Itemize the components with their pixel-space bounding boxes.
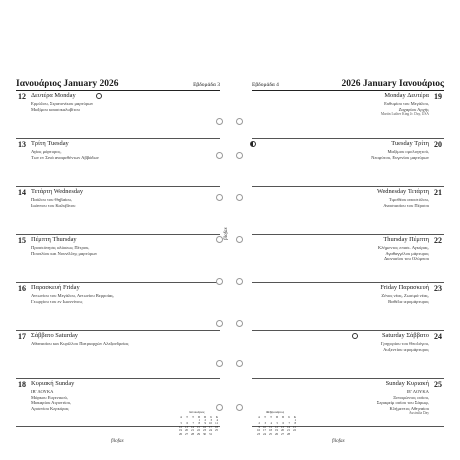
saint-note: Αγαθαγγέλου μάρτυρος xyxy=(385,250,429,256)
calendar-cell: 26 xyxy=(179,431,182,436)
day-name: Sunday Κυριακή xyxy=(385,380,429,387)
calendar-cell: 11 xyxy=(215,421,218,426)
day-number: 19 xyxy=(434,92,442,101)
binder-hole xyxy=(216,194,223,201)
calendar-cell: 15 xyxy=(197,424,200,429)
binder-hole xyxy=(216,152,223,159)
calendar-cell: 16 xyxy=(203,424,206,429)
calendar-cell: 29 xyxy=(197,431,200,436)
day-row[interactable] xyxy=(16,234,220,283)
day-name: Monday Δευτέρα xyxy=(384,92,429,99)
binder-hole xyxy=(216,278,223,285)
saint-note: Κλήμεντος Αθηναίου xyxy=(389,405,429,411)
saint-note: Προσκύνησις αλύσεως Πέτρου, xyxy=(31,245,90,250)
calendar-cell: 26 xyxy=(275,431,278,436)
day-row[interactable] xyxy=(252,282,444,331)
mini-calendar-february: Φεβρουάριος Δ Τ Τ Π Π Σ Κ 1 2 3 4 5 6 7 8 9 10 11 12 13 14 15 16 17 18 19 20 21 22 23 24 25 26 27 28 xyxy=(254,411,296,436)
right-header xyxy=(252,76,444,91)
saint-note: Διονυσίου του Ολύμπου xyxy=(384,256,429,262)
filofax-spine-logo: filofax xyxy=(224,227,229,240)
calendar-cell: 13 xyxy=(185,424,188,429)
binder-hole xyxy=(216,320,223,327)
binder-hole xyxy=(236,152,243,159)
calendar-cell: Δ xyxy=(258,414,260,419)
day-name: Tuesday Τρίτη xyxy=(391,140,429,147)
calendar-cell: Τ xyxy=(186,414,188,419)
day-number: 17 xyxy=(18,332,26,341)
calendar-cell: 2 xyxy=(204,417,206,422)
saint-note: ΙΕ' ΛΟΥΚΑ xyxy=(406,389,429,394)
day-name: Τετάρτη Wednesday xyxy=(31,188,84,195)
saint-note: Αντωνίου του Μεγάλου, Αντωνίου Βερροίας, xyxy=(31,293,115,298)
calendar-cell: 22 xyxy=(293,428,296,433)
calendar-cell xyxy=(212,433,218,436)
calendar-cell: 14 xyxy=(287,424,290,429)
saint-note: Ερμύλου, Στρατονίκου μαρτύρων xyxy=(31,101,94,106)
binder-hole xyxy=(236,320,243,327)
day-number: 24 xyxy=(434,332,442,341)
day-name: Wednesday Τετάρτη xyxy=(376,188,429,195)
calendar-cell: 7 xyxy=(192,421,194,426)
calendar-cell: 25 xyxy=(215,428,218,433)
calendar-cell: 3 xyxy=(264,421,266,426)
left-header xyxy=(16,76,220,91)
calendar-cell: 13 xyxy=(281,424,284,429)
calendar-cell: 24 xyxy=(209,428,212,433)
calendar-cell: 15 xyxy=(293,424,296,429)
calendar-cell: 28 xyxy=(191,431,194,436)
saint-note: Αρσενίου Κερκύρας xyxy=(31,405,69,411)
calendar-cell: 24 xyxy=(263,431,266,436)
binder-hole xyxy=(236,194,243,201)
binder-hole xyxy=(236,404,243,411)
calendar-cell: 12 xyxy=(179,424,182,429)
binder-hole xyxy=(216,360,223,367)
binder-hole xyxy=(236,360,243,367)
calendar-cell: 4 xyxy=(216,417,218,422)
day-number: 16 xyxy=(18,284,26,293)
calendar-cell: Κ xyxy=(215,414,218,419)
day-number: 14 xyxy=(18,188,26,197)
calendar-cell: 10 xyxy=(209,421,212,426)
calendar-cell: 4 xyxy=(270,421,272,426)
calendar-cell: 8 xyxy=(294,421,296,426)
right-title: 2026 January Ιανουάριος xyxy=(341,79,444,89)
filofax-logo: filofax xyxy=(111,439,124,444)
day-row[interactable] xyxy=(252,90,444,139)
calendar-cell: 25 xyxy=(269,431,272,436)
day-name: Δευτέρα Monday xyxy=(31,92,76,99)
binder-hole xyxy=(216,236,223,243)
calendar-cell: Π xyxy=(275,414,278,419)
saint-note: Ιωάννου του Καλυβίτου xyxy=(31,202,76,208)
saint-note: Γρηγορίου του Θεολόγου, xyxy=(380,341,429,346)
calendar-cell: Δ xyxy=(180,414,182,419)
right-week-number: Εβδομάδα 4 xyxy=(252,82,279,88)
calendar-cell: 27 xyxy=(281,431,284,436)
day-number: 22 xyxy=(434,236,442,245)
day-number: 25 xyxy=(434,380,442,389)
left-title: Ιανουάριος January 2026 xyxy=(16,79,119,89)
calendar-cell: Σ xyxy=(210,414,212,419)
calendar-cell: 16 xyxy=(257,428,260,433)
day-name: Saturday Σάββατο xyxy=(382,332,429,339)
binder-hole xyxy=(216,118,223,125)
moon-phase-icon xyxy=(96,93,102,99)
day-row[interactable] xyxy=(252,330,444,379)
day-row[interactable] xyxy=(16,138,220,187)
calendar-cell: 1 xyxy=(198,417,200,422)
calendar-cell: 5 xyxy=(180,421,182,426)
calendar-cell: 14 xyxy=(191,424,194,429)
holiday-note: Martin Luther King Jr. Day, USA xyxy=(380,112,429,117)
calendar-cell: 19 xyxy=(275,428,278,433)
left-week-number: Εβδομάδα 3 xyxy=(193,82,220,88)
saint-note: Μάρκου Ευγενικού, xyxy=(31,394,68,400)
calendar-cell: 23 xyxy=(203,428,206,433)
filofax-logo: filofax xyxy=(332,439,345,444)
binder-hole xyxy=(236,278,243,285)
calendar-cell: 7 xyxy=(288,421,290,426)
day-number: 20 xyxy=(434,140,442,149)
saint-note: Ζαχαρίου Αρχής xyxy=(398,106,429,112)
calendar-cell: 30 xyxy=(203,431,206,436)
saint-note: Ζένας νέας, Ζωσιμά νέας, xyxy=(381,293,429,298)
day-name: Τρίτη Tuesday xyxy=(31,140,69,147)
calendar-cell: Π xyxy=(281,414,284,419)
day-number: 18 xyxy=(18,380,26,389)
calendar-cell: Τ xyxy=(264,414,266,419)
saint-note: Γεωργίου του εν Ιωαννίνοις xyxy=(31,298,83,304)
calendar-cell: 12 xyxy=(275,424,278,429)
half-moon-icon xyxy=(250,141,256,147)
calendar-cell: 11 xyxy=(269,424,272,429)
day-row[interactable] xyxy=(252,138,444,187)
calendar-cell: 9 xyxy=(204,421,206,426)
day-name: Σάββατο Saturday xyxy=(31,332,78,339)
holiday-note: Australia Day xyxy=(408,411,429,416)
day-row[interactable] xyxy=(16,186,220,235)
saint-note: Μαξίμου καυσοκαλυβίτου xyxy=(31,106,80,112)
day-row[interactable] xyxy=(16,330,220,379)
saint-note: Πουπλίου και Νουνίλλης μαρτύρων xyxy=(31,250,98,256)
saint-note: Αναστασίου του Πέρσου xyxy=(383,202,429,208)
left-page xyxy=(16,14,220,446)
day-number: 23 xyxy=(434,284,442,293)
saint-note: Ξενοφώντος οσίου, xyxy=(393,394,429,400)
day-name: Πέμπτη Thursday xyxy=(31,236,77,243)
calendar-cell: 19 xyxy=(179,428,182,433)
calendar-cell: 17 xyxy=(263,428,266,433)
calendar-cell: 22 xyxy=(197,428,200,433)
day-row[interactable] xyxy=(252,186,444,235)
calendar-cell: Π xyxy=(197,414,200,419)
binder-hole xyxy=(236,236,243,243)
saint-note: Κλήμεντος επισκ. Αγκύρας, xyxy=(377,245,429,250)
calendar-cell: 21 xyxy=(191,428,194,433)
calendar-cell: 20 xyxy=(185,428,188,433)
saint-note: ΙΒ' ΛΟΥΚΑ xyxy=(31,389,54,394)
calendar-cell: 31 xyxy=(209,431,212,436)
day-row[interactable] xyxy=(252,234,444,283)
day-name: Παρασκευή Friday xyxy=(31,284,80,291)
calendar-cell: 21 xyxy=(287,428,290,433)
calendar-cell: 6 xyxy=(282,421,284,426)
saint-note: Σεραφείμ οσίου του Σάρωφ, xyxy=(376,400,429,406)
calendar-cell: 20 xyxy=(281,428,284,433)
right-page xyxy=(252,14,444,446)
calendar-cell: 18 xyxy=(269,428,272,433)
saint-note: Νεοφύτου, Ευγενίου μαρτύρων xyxy=(371,154,429,160)
calendar-cell: 28 xyxy=(287,431,290,436)
calendar-cell: 2 xyxy=(258,421,260,426)
saint-note: Παύλου του Θηβαίου, xyxy=(31,197,72,202)
saint-note: Τιμοθέου αποστόλου, xyxy=(388,197,429,202)
calendar-cell: Τ xyxy=(192,414,194,419)
saint-note: Αθανασίου και Κυρίλλου Πατριαρχών Αλεξανδρείας xyxy=(31,341,129,346)
saint-note: Βαθέλα ιερομάρτυρος xyxy=(388,298,429,304)
calendar-cell: 23 xyxy=(257,431,260,436)
calendar-cell: 5 xyxy=(276,421,278,426)
day-name: Κυριακή Sunday xyxy=(31,380,75,387)
calendar-cell: 17 xyxy=(209,424,212,429)
day-number: 21 xyxy=(434,188,442,197)
binder-hole xyxy=(216,404,223,411)
full-moon-icon xyxy=(352,333,358,339)
saint-note: Ευθυμίου του Μεγάλου, xyxy=(384,101,429,106)
saint-note: Των εν Σινά αναιρεθέντων Αββάδων xyxy=(31,154,99,160)
calendar-cell: 8 xyxy=(198,421,200,426)
day-number: 12 xyxy=(18,92,26,101)
day-row[interactable] xyxy=(16,282,220,331)
calendar-cell: 18 xyxy=(215,424,218,429)
saint-note: Αυξεντίου ιερομάρτυρος xyxy=(383,346,429,352)
mini-calendar-january: Ιανουάριος Δ Τ Τ Π Π Σ Κ 1 2 3 4 5 6 7 8 9 10 11 12 13 14 15 16 17 18 19 20 21 22 23 24 25 26 27 28 29 30 31 xyxy=(176,411,218,436)
binder-hole xyxy=(236,118,243,125)
saint-note: Μαξίμου ομολογητού, xyxy=(387,149,429,154)
calendar-cell xyxy=(290,433,296,436)
calendar-cell: 9 xyxy=(258,424,260,429)
day-name: Thursday Πέμπτη xyxy=(383,236,429,243)
day-number: 13 xyxy=(18,140,26,149)
calendar-cell: Τ xyxy=(270,414,272,419)
calendar-cell: Π xyxy=(203,414,206,419)
calendar-cell: 6 xyxy=(186,421,188,426)
calendar-cell: 3 xyxy=(210,417,212,422)
day-row[interactable] xyxy=(16,90,220,139)
calendar-cell: Κ xyxy=(293,414,296,419)
day-number: 15 xyxy=(18,236,26,245)
day-name: Friday Παρασκευή xyxy=(380,284,429,291)
calendar-cell: 27 xyxy=(185,431,188,436)
calendar-cell: 1 xyxy=(294,417,296,422)
saint-note: Αγίας μάρτυρος, xyxy=(31,149,62,154)
calendar-cell: 10 xyxy=(263,424,266,429)
saint-note: Μακαρίου Αιγυπτίου, xyxy=(31,400,72,406)
calendar-cell: Σ xyxy=(288,414,290,419)
